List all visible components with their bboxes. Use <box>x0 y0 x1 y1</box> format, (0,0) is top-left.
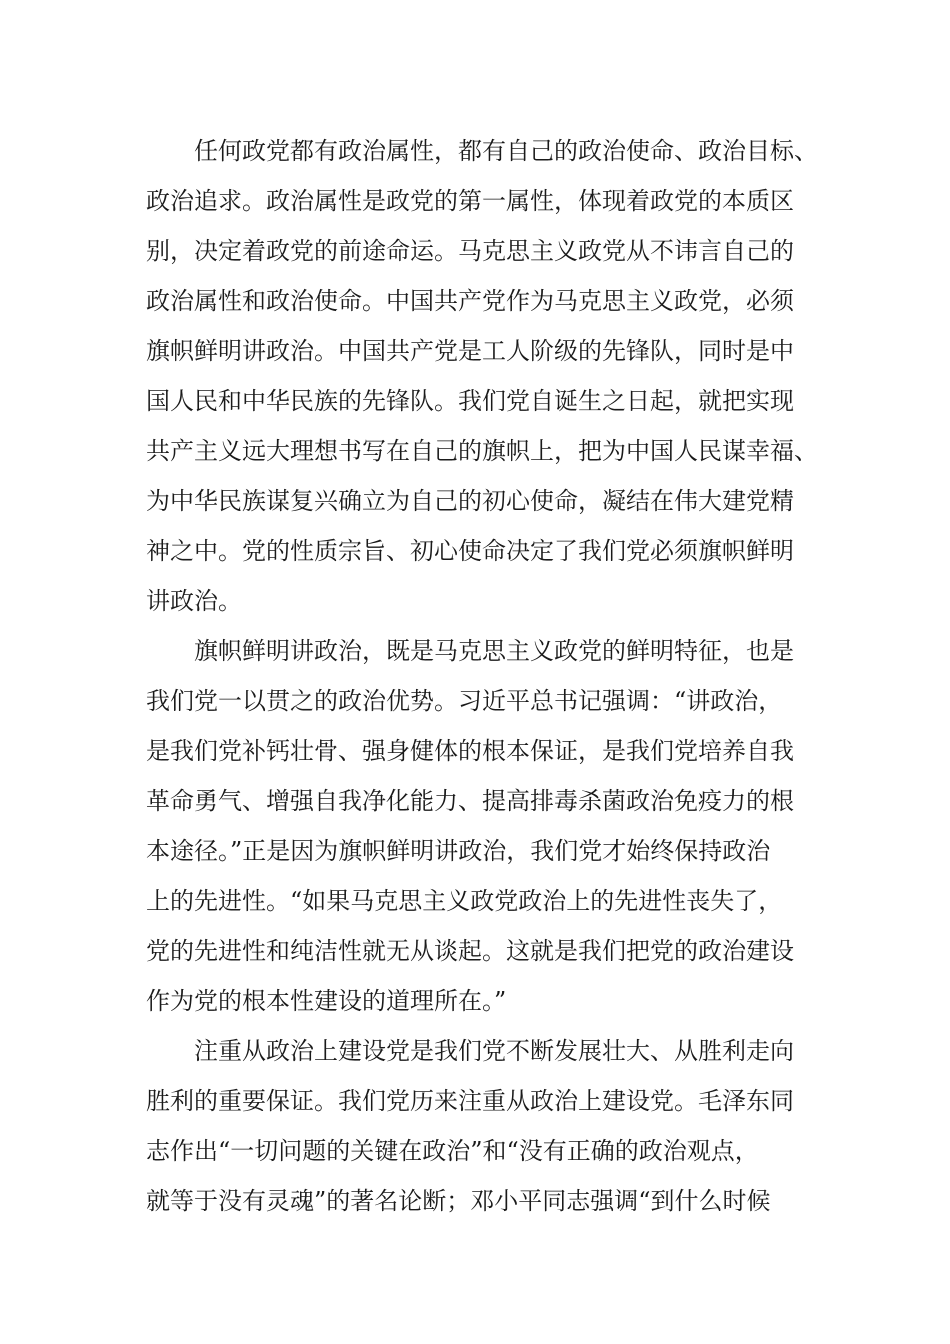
text-line: 胜利的重要保证。我们党历来注重从政治上建设党。毛泽东同 <box>146 1087 794 1115</box>
text-line: 旗帜鲜明讲政治，既是马克思主义政党的鲜明特征，也是 <box>194 637 794 665</box>
paragraph-2 <box>146 626 806 1026</box>
text-line: 作为党的根本性建设的道理所在。” <box>146 987 507 1015</box>
text-line: 党的先进性和纯洁性就无从谈起。这就是我们把党的政治建设 <box>146 937 794 965</box>
text-line: 讲政治。 <box>146 587 242 615</box>
text-line: 注重从政治上建设党是我们党不断发展壮大、从胜利走向 <box>194 1037 794 1065</box>
text-line: 政治追求。政治属性是政党的第一属性，体现着政党的本质区 <box>146 187 794 215</box>
text-line: 是我们党补钙壮骨、强身健体的根本保证，是我们党培养自我 <box>146 737 794 765</box>
text-line: 革命勇气、增强自我净化能力、提高排毒杀菌政治免疫力的根 <box>146 787 794 815</box>
text-line: 共产主义远大理想书写在自己的旗帜上，把为中国人民谋幸福、 <box>146 437 818 465</box>
text-line: 本途径。”正是因为旗帜鲜明讲政治，我们党才始终保持政治 <box>146 837 771 865</box>
text-line: 我们党一以贯之的政治优势。习近平总书记强调：“讲政治， <box>146 687 783 715</box>
body-text <box>146 126 818 1226</box>
text-line: 别，决定着政党的前途命运。马克思主义政党从不讳言自己的 <box>146 237 794 265</box>
text-line: 上的先进性。“如果马克思主义政党政治上的先进性丧失了， <box>146 887 783 915</box>
text-line: 就等于没有灵魂”的著名论断；邓小平同志强调“到什么时候 <box>146 1187 771 1215</box>
text-line: 志作出“一切问题的关键在政治”和“没有正确的政治观点， <box>146 1137 759 1165</box>
text-line: 国人民和中华民族的先锋队。我们党自诞生之日起，就把实现 <box>146 387 794 415</box>
text-line: 旗帜鲜明讲政治。中国共产党是工人阶级的先锋队，同时是中 <box>146 337 794 365</box>
text-line: 神之中。党的性质宗旨、初心使命决定了我们党必须旗帜鲜明 <box>146 537 794 565</box>
paragraph-3 <box>146 1026 806 1226</box>
text-line: 为中华民族谋复兴确立为自己的初心使命，凝结在伟大建党精 <box>146 487 794 515</box>
text-line: 任何政党都有政治属性，都有自己的政治使命、政治目标、 <box>194 137 818 165</box>
text-line: 政治属性和政治使命。中国共产党作为马克思主义政党，必须 <box>146 287 794 315</box>
paragraph-1 <box>146 126 818 626</box>
